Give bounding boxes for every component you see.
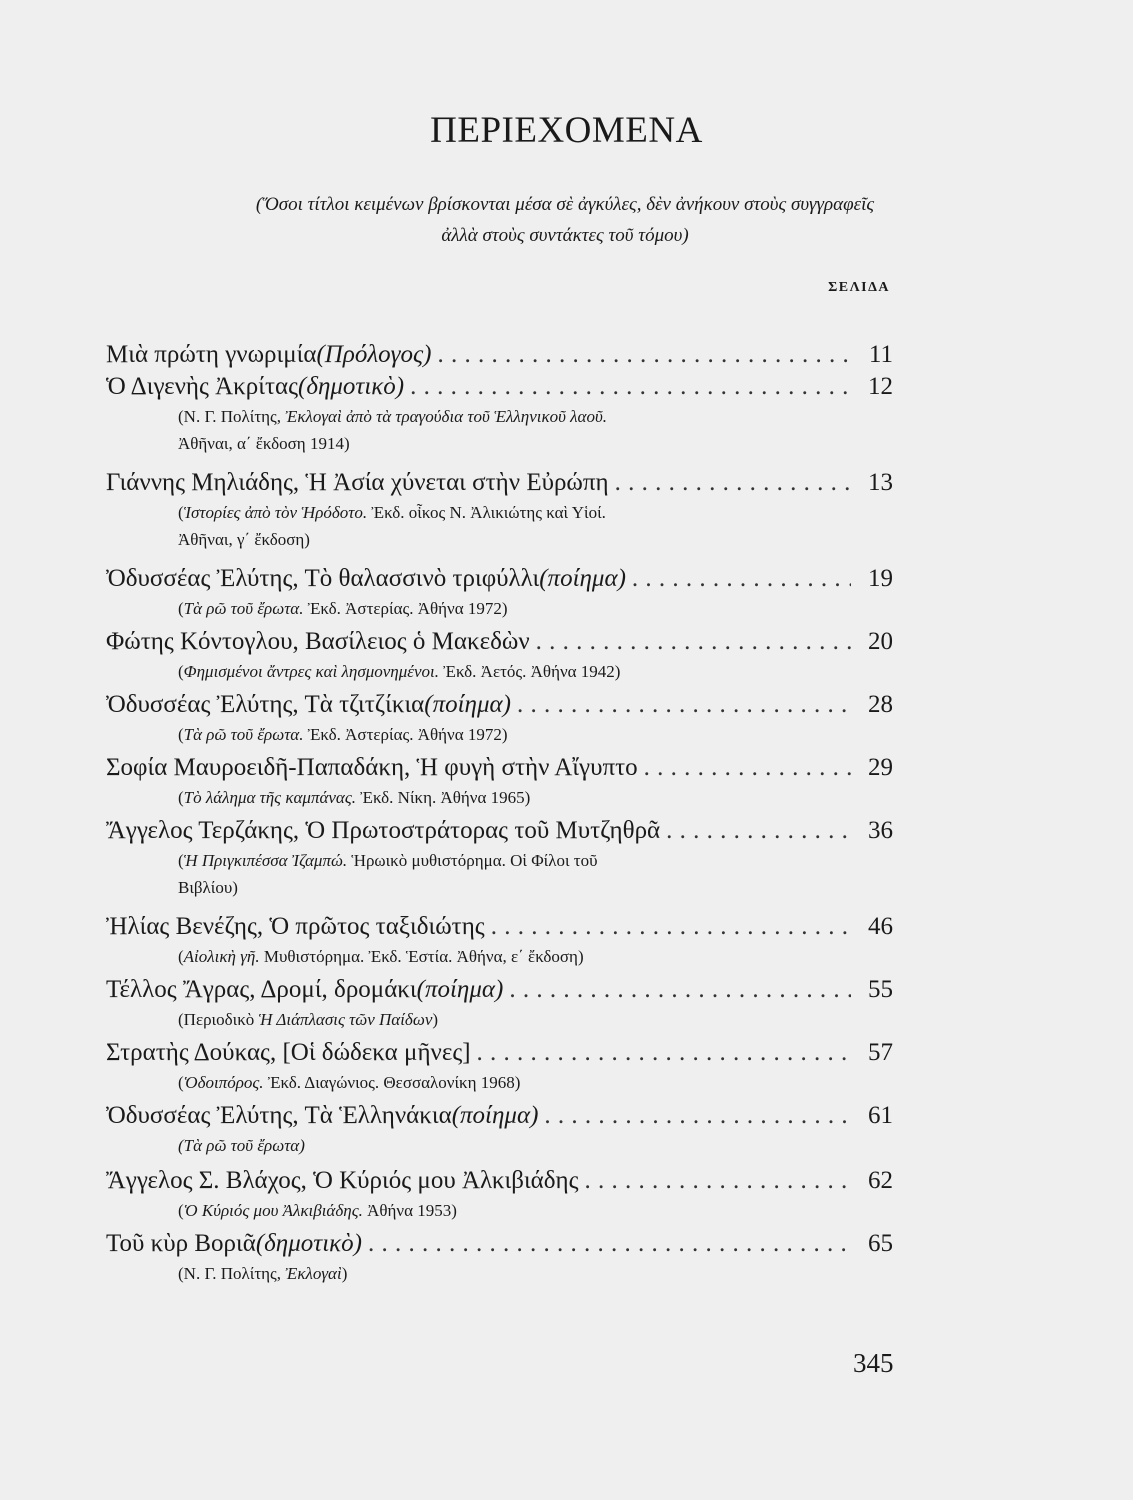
toc-entry-heading [106,690,893,720]
dot-leader [536,627,851,657]
toc-entry-genre: (Πρόλογος) [316,341,432,368]
source-text: ( [178,1073,184,1092]
dot-leader [615,468,851,498]
toc-entry-title: Ὀδυσσέας Ἐλύτης, Τὰ Ἑλληνάκια [106,1102,452,1129]
source-title: (Τὰ ρῶ τοῦ ἔρωτα) [178,1136,305,1155]
toc-entry [106,1229,893,1286]
toc-entry-source [178,875,893,900]
toc-entry-heading [106,372,893,402]
toc-entry-source [178,1007,893,1032]
toc-entry [106,1038,893,1095]
toc-entry-title: Μιὰ πρώτη γνωριμία [106,341,317,368]
toc-entry-source [178,1261,893,1286]
toc-entry-heading [106,816,893,846]
source-text: Ἐκδ. Διαγώνιος. Θεσσαλονίκη 1968) [263,1073,521,1092]
toc-entry-heading [106,340,893,370]
dot-leader [544,1101,851,1131]
toc-entry-genre: (ποίημα) [416,976,504,1003]
toc-entry [106,912,893,969]
source-text: Βιβλίου) [178,878,238,897]
toc-entry-genre: (δημοτικὸ) [298,373,405,400]
source-text: ( [178,947,184,966]
toc-entry-page: 11 [868,341,893,368]
source-text: ( [178,725,184,744]
toc-entry-source [178,848,893,873]
toc-entry-genre: (ποίημα) [424,691,511,718]
toc-entry-heading [106,468,893,498]
source-text: Ἐκδ. Ἀστερίας. Ἀθήνα 1972) [303,725,508,744]
source-title: Ἐκλογαὶ ἀπὸ τὰ τραγούδια τοῦ Ἑλληνικοῦ λαοῦ. [285,407,608,426]
source-text: Ἐκδ. Ἀστερίας. Ἀθήνα 1972) [303,599,508,618]
toc-entry-page: 28 [868,691,893,718]
toc-entry-page: 61 [868,1102,893,1129]
source-text: Ἀθῆναι, α΄ ἔκδοση 1914) [178,434,350,453]
toc-entry-page: 62 [868,1167,893,1194]
toc-entry-title: Τοῦ κὺρ Βοριᾶ [106,1230,256,1257]
source-text: ( [178,662,184,681]
toc-entry-heading [106,1166,893,1196]
source-title: Ἡ Διάπλασις τῶν Παίδων [258,1010,433,1029]
page-column-header: ΣΕΛΙΔΑ [828,280,890,295]
page-title: ΠΕΡΙΕΧΟΜΕΝΑ [430,110,703,151]
source-text: Ἐκδ. Ἀετός. Ἀθήνα 1942) [439,662,621,681]
toc-entry [106,468,893,552]
source-text: ( [178,1201,184,1220]
source-text: ( [178,788,184,807]
toc-entry-source [178,1198,893,1223]
editorial-note-line-2: ἀλλὰ στοὺς συντάκτες τοῦ τόμου) [441,225,689,246]
toc-entry-source [178,527,893,552]
toc-entry-source [178,1070,893,1095]
toc-entry-page: 55 [868,976,893,1003]
toc-entry-title: Ἄγγελος Τερζάκης, Ὁ Πρωτοστράτορας τοῦ Μυτζηθρᾶ [106,817,661,844]
toc-entry-title: Στρατὴς Δούκας, [Οἱ δώδεκα μῆνες] [106,1039,471,1066]
toc-entry-page: 29 [868,754,893,781]
source-text: Ἐκδ. Νίκη. Ἀθήνα 1965) [356,788,531,807]
toc-entry [106,690,893,747]
toc-entry-title: Ὀδυσσέας Ἐλύτης, Τὰ τζιτζίκια [106,691,425,718]
source-text: Ἐκδ. οἶκος Ν. Ἀλικιώτης καὶ Υἱοί. [367,503,606,522]
toc-entry-title: Γιάννης Μηλιάδης, Ἡ Ἀσία χύνεται στὴν Εὐρώπη [106,469,609,496]
toc-entry-page: 13 [868,469,893,496]
toc-entry-heading [106,912,893,942]
toc-entry [106,372,893,456]
editorial-note-line-1: (Ὅσοι τίτλοι κειμένων βρίσκονται μέσα σὲ ἀγκύλες, δὲν ἀνήκουν στοὺς συγγραφεῖς [255,194,875,215]
toc-entry-page: 19 [868,565,893,592]
toc-entry-heading [106,1038,893,1068]
toc-entry-title: Ὁ Διγενὴς Ἀκρίτας [106,373,298,400]
source-text: (Ν. Γ. Πολίτης, [178,1264,286,1283]
toc-entry [106,1101,893,1158]
toc-entry-title: Φώτης Κόντογλου, Βασίλειος ὁ Μακεδὼν [106,628,530,655]
source-text: (Περιοδικὸ [178,1010,259,1029]
toc-entry-page: 20 [868,628,893,655]
source-title: Ὁ Κύριός μου Ἀλκιβιάδης. [183,1201,363,1220]
toc-entry-page: 36 [868,817,893,844]
toc-entry-source [178,1133,893,1158]
toc-entry-source [178,944,893,969]
toc-entry-title: Ὀδυσσέας Ἐλύτης, Τὸ θαλασσινὸ τριφύλλι [106,565,540,592]
source-title: Τὰ ρῶ τοῦ ἔρωτα. [183,599,304,618]
toc-entry-title: Ἄγγελος Σ. Βλάχος, Ὁ Κύριός μου Ἀλκιβιάδης [106,1167,579,1194]
toc-entry-source [178,722,893,747]
dot-leader [491,912,851,942]
dot-leader [632,564,851,594]
source-title: Ὁδοιπόρος. [183,1073,264,1092]
source-text: Ἀθῆναι, γ΄ ἔκδοση) [178,530,310,549]
toc-entry-page: 65 [868,1230,893,1257]
dot-leader [585,1166,851,1196]
toc-entry-heading [106,753,893,783]
source-title: Ἱστορίες ἀπὸ τὸν Ἡρόδοτο. [183,503,368,522]
toc-entry [106,816,893,900]
toc-entry-page: 12 [868,373,893,400]
source-title: Ἡ Πριγκιπέσσα Ἰζαμπώ. [183,851,348,870]
toc-entry-heading [106,1229,893,1259]
toc-entry-title: Σοφία Μαυροειδῆ-Παπαδάκη, Ἡ φυγὴ στὴν Αἴγυπτο [106,754,638,781]
toc-entry-genre: (δημοτικὸ) [255,1230,362,1257]
toc-entry-title: Τέλλος Ἄγρας, Δρομί, δρομάκι [106,976,417,1003]
source-text: Μυθιστόρημα. Ἐκδ. Ἑστία. Ἀθήνα, ε΄ ἔκδοση) [259,947,584,966]
dot-leader [477,1038,851,1068]
toc-entry [106,627,893,684]
toc-entry [106,753,893,810]
toc-entry-source [178,596,893,621]
toc-entry-heading [106,564,893,594]
source-text: ( [178,851,184,870]
toc-entry-heading [106,1101,893,1131]
dot-leader [509,975,851,1005]
dot-leader [666,816,851,846]
source-text: ( [178,503,184,522]
source-text: Ἀθήνα 1953) [362,1201,457,1220]
source-text: ) [432,1010,439,1029]
toc-entry-title: Ἠλίας Βενέζης, Ὁ πρῶτος ταξιδιώτης [106,913,485,940]
source-text: ( [178,599,184,618]
toc-entry-source [178,500,893,525]
source-title: Τὰ ρῶ τοῦ ἔρωτα. [183,725,304,744]
source-text: (Ν. Γ. Πολίτης, [178,407,286,426]
page-number: 345 [853,1348,894,1378]
toc-entry [106,975,893,1032]
dot-leader [644,753,851,783]
source-text: Ἡρωικὸ μυθιστόρημα. Οἱ Φίλοι τοῦ [347,851,598,870]
toc-entry-source [178,785,893,810]
toc-entry-source [178,431,893,456]
toc-entry [106,1166,893,1223]
toc-entry-genre: (ποίημα) [539,565,626,592]
dot-leader [368,1229,851,1259]
toc-entry-source [178,404,893,429]
toc-entry-heading [106,627,893,657]
toc-entry-genre: (ποίημα) [451,1102,539,1129]
toc-entry [106,564,893,621]
toc-entry-source [178,659,893,684]
source-title: Τὸ λάλημα τῆς καμπάνας. [183,788,357,807]
source-title: Ἐκλογαὶ [285,1264,342,1283]
source-title: Αἰολικὴ γῆ. [183,947,260,966]
dot-leader [438,340,852,370]
toc-entry-page: 46 [868,913,893,940]
source-text: ) [341,1264,348,1283]
dot-leader [410,372,851,402]
dot-leader [517,690,851,720]
source-title: Φημισμένοι ἄντρες καὶ λησμονημένοι. [183,662,439,681]
toc-entry-page: 57 [868,1039,893,1066]
toc-entry [106,340,893,370]
toc-entry-heading [106,975,893,1005]
